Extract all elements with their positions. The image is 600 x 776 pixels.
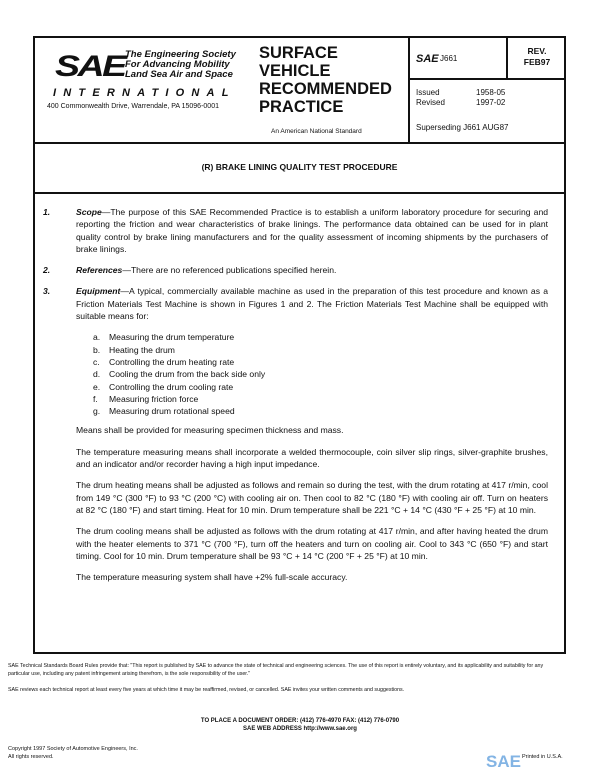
list-text: Measuring drum rotational speed bbox=[109, 406, 235, 417]
printed-in: Printed in U.S.A. bbox=[522, 754, 563, 760]
list-item bbox=[93, 393, 548, 405]
doc-type-line: VEHICLE bbox=[259, 62, 331, 80]
copyright bbox=[8, 745, 138, 761]
sae-logo bbox=[35, 38, 255, 142]
equipment-list bbox=[93, 331, 548, 417]
copyright-line: Copyright 1997 Society of Automotive Engineers, Inc. bbox=[8, 746, 138, 752]
revised-date: 1997-02 bbox=[476, 98, 506, 107]
tagline-line: Land Sea Air and Space bbox=[125, 69, 233, 80]
rules-note: SAE Technical Standards Board Rules provide that: "This report is published by SAE to advance the state of technical and engineering sciences. The use of this report is entirely voluntary, and its applicability and suitability for any particular use, including any patent infringement arising therefrom, is the sole responsibility of the user." bbox=[8, 663, 544, 677]
watermark-logo: SAE bbox=[486, 752, 521, 771]
section-text: —There are no referenced publications specified herein. bbox=[122, 265, 337, 276]
doc-type-line: RECOMMENDED bbox=[259, 80, 392, 98]
list-letter: a. bbox=[93, 332, 101, 343]
rights-line: All rights reserved. bbox=[8, 754, 54, 760]
document-body bbox=[43, 206, 548, 592]
superseding: Superseding J661 AUG87 bbox=[416, 123, 509, 132]
footer-notes bbox=[8, 662, 548, 694]
list-item bbox=[93, 344, 548, 356]
list-letter: f. bbox=[93, 393, 98, 404]
list-text: Controlling the drum heating rate bbox=[109, 356, 235, 367]
sae-norm-watermark bbox=[486, 752, 521, 772]
list-text: Controlling the drum cooling rate bbox=[109, 381, 234, 392]
revised-label: Revised bbox=[416, 98, 445, 107]
list-item bbox=[93, 405, 548, 417]
rev-value: FEB97 bbox=[523, 57, 551, 67]
section-text: —A typical, commercially available machine as used in the preparation of this test procedure and known as a Friction Materials Test Machine is shown in Figures 1 and 2. The Friction Materials Test Machine shall be equipped with suitable means for: bbox=[76, 286, 548, 322]
issued-date: 1958-05 bbox=[476, 88, 506, 97]
web-address[interactable]: SAE WEB ADDRESS http://www.sae.org bbox=[243, 726, 357, 732]
section-references bbox=[43, 264, 548, 276]
section-heading: Scope bbox=[76, 207, 102, 217]
list-letter: c. bbox=[93, 356, 100, 367]
paragraph: The drum cooling means shall be adjusted as follows with the drum rotating at 417 r/min, and after having heated the drum with the heater elements to 371 °C (700 °F), turn off the heaters and turn on cooling air. Cool to 343 °C (650 °F) and start timing. Cool for 10 min. Drum temperature shall be 93 °C + 14 °C (200 °F + 25 °F) at 10 min. bbox=[76, 526, 548, 561]
sae-logo-mark: SAE bbox=[55, 50, 125, 83]
section-text: —The purpose of this SAE Recommended Practice is to establish a uniform laboratory procedure for securing and reporting the friction and wear characteristics of brake linings. The performance data obtained can be used for in plant quality control by brake lining manufacturers and for the quality assessment of incoming shipments by the purchasers of brake linings. bbox=[76, 207, 548, 254]
tagline bbox=[125, 50, 236, 80]
paragraph: The drum heating means shall be adjusted as follows and remain so during the test, with the drum rotating at 417 r/min, cool from 149 °C (300 °F) to 93 °C (200 °C) with cooling air on. Then cool to 82 °C (180 °F) with cooling air off. Turn on heaters at 82 °C (180 °F) and start timing. Heat for 10 min. Drum temperature shall be 221 °C + 14 °C (430 °F + 25 °F) at 10 min. bbox=[76, 480, 548, 515]
list-letter: e. bbox=[93, 381, 101, 392]
list-text: Cooling the drum from the back side only bbox=[109, 369, 266, 380]
section-equipment bbox=[43, 285, 548, 322]
rev-label: REV. bbox=[527, 46, 547, 56]
section-number: 2. bbox=[43, 265, 51, 276]
document-title: (R) BRAKE LINING QUALITY TEST PROCEDURE bbox=[35, 142, 564, 194]
list-item bbox=[93, 381, 548, 393]
list-letter: b. bbox=[93, 344, 101, 355]
paragraph: The temperature measuring system shall have +2% full-scale accuracy. bbox=[76, 572, 348, 583]
list-letter: g. bbox=[93, 406, 101, 417]
section-heading: Equipment bbox=[76, 286, 121, 297]
list-item bbox=[93, 368, 548, 380]
order-line: TO PLACE A DOCUMENT ORDER: (412) 776-4970 FAX: (412) 776-0790 bbox=[200, 718, 400, 724]
list-item bbox=[93, 331, 548, 343]
header bbox=[35, 38, 564, 144]
doc-type-line: SURFACE bbox=[259, 44, 338, 62]
paragraph: Means shall be provided for measuring specimen thickness and mass. bbox=[76, 425, 344, 436]
tagline-line: The Engineering Society bbox=[125, 49, 236, 60]
list-text: Heating the drum bbox=[109, 344, 175, 355]
list-text: Measuring friction force bbox=[109, 393, 199, 404]
address: 400 Commonwealth Drive, Warrendale, PA 15096-0001 bbox=[47, 103, 219, 110]
list-text: Measuring the drum temperature bbox=[109, 332, 235, 343]
doc-type-line: PRACTICE bbox=[259, 98, 344, 116]
issued-label: Issued bbox=[416, 88, 440, 97]
list-item bbox=[93, 356, 548, 368]
section-scope bbox=[43, 206, 548, 255]
revision-cell bbox=[508, 38, 566, 80]
document-frame bbox=[33, 36, 566, 654]
section-number: 3. bbox=[43, 286, 51, 297]
international-text: INTERNATIONAL bbox=[53, 87, 236, 99]
paragraph: The temperature measuring means shall incorporate a welded thermocouple, coin silver slip rings, silver-graphite brushes, and an indicator and/or recorder having a high input impedance. bbox=[76, 446, 548, 470]
doc-number-cell bbox=[410, 38, 508, 80]
section-heading: References bbox=[76, 265, 123, 276]
section-number: 1. bbox=[43, 207, 51, 217]
doc-number: J661 bbox=[440, 54, 458, 63]
doc-info bbox=[408, 38, 566, 142]
review-note: SAE reviews each technical report at least every five years at which time it may be reaffirmed, revised, or cancelled. SAE invites your written comments and suggestions. bbox=[8, 687, 405, 693]
doc-type bbox=[255, 38, 408, 142]
ans-note: An American National Standard bbox=[271, 128, 362, 135]
dates bbox=[416, 88, 536, 108]
tagline-line: For Advancing Mobility bbox=[125, 59, 230, 70]
list-letter: d. bbox=[93, 369, 101, 380]
order-info bbox=[0, 717, 600, 733]
sae-small-logo: SAE bbox=[416, 53, 439, 65]
